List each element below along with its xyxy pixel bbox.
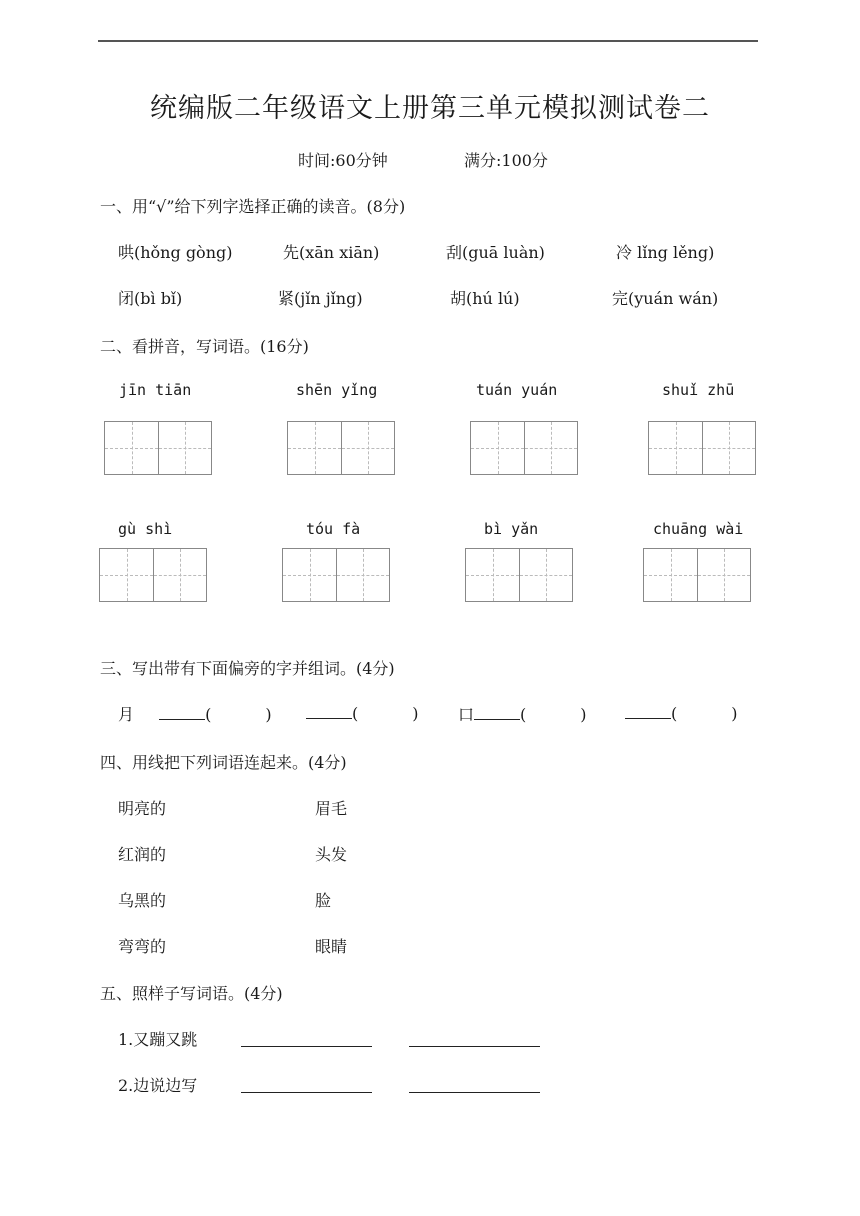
answer-word-space[interactable] xyxy=(677,703,731,719)
paren-open: ( xyxy=(205,705,212,724)
pinyin-label: gù shì xyxy=(118,520,173,538)
match-left-item[interactable]: 弯弯的 xyxy=(118,937,167,956)
radical-group xyxy=(625,702,738,723)
q1-item: 哄(hǒng gòng) xyxy=(118,243,233,262)
pinyin-label: tóu fà xyxy=(306,520,361,538)
match-left-item[interactable]: 红润的 xyxy=(118,845,167,864)
paren-close: ) xyxy=(412,704,419,723)
pinyin-label: bì yǎn xyxy=(484,520,539,538)
writing-grid[interactable] xyxy=(465,548,573,602)
top-rule xyxy=(98,40,758,42)
answer-line[interactable] xyxy=(409,1092,540,1093)
q3-heading: 三、写出带有下面偏旁的字并组词。(4分) xyxy=(100,659,395,678)
q4-heading: 四、用线把下列词语连起来。(4分) xyxy=(100,753,347,772)
writing-grid[interactable] xyxy=(648,421,756,475)
radical-group xyxy=(458,702,587,725)
paren-open: ( xyxy=(520,705,527,724)
writing-grid[interactable] xyxy=(287,421,395,475)
match-left-item[interactable]: 乌黑的 xyxy=(118,891,167,910)
pinyin-label: jīn tiān xyxy=(119,381,192,399)
answer-word-space[interactable] xyxy=(211,704,265,720)
match-right-item[interactable]: 眼睛 xyxy=(315,937,348,956)
answer-line[interactable] xyxy=(241,1046,372,1047)
answer-line[interactable] xyxy=(241,1092,372,1093)
writing-grid[interactable] xyxy=(104,421,212,475)
answer-blank[interactable] xyxy=(625,702,671,719)
answer-word-space[interactable] xyxy=(358,703,412,719)
time-limit: 时间:60分钟 xyxy=(298,151,388,170)
example-label: 1.又蹦又跳 xyxy=(118,1030,198,1049)
q1-item: 胡(hú lú) xyxy=(450,289,520,308)
paren-open: ( xyxy=(671,704,678,723)
pinyin-label: chuāng wài xyxy=(653,520,744,538)
paren-close: ) xyxy=(580,705,587,724)
q1-item: 闭(bì bǐ) xyxy=(118,289,183,308)
q1-item: 冷 lǐng lěng) xyxy=(616,243,715,262)
q5-heading: 五、照样子写词语。(4分) xyxy=(100,984,283,1003)
radical-label: 口 xyxy=(458,705,475,724)
writing-grid[interactable] xyxy=(99,548,207,602)
q1-heading: 一、用“√”给下列字选择正确的读音。(8分) xyxy=(100,197,406,216)
match-right-item[interactable]: 脸 xyxy=(315,891,332,910)
paren-close: ) xyxy=(265,705,272,724)
match-left-item[interactable]: 明亮的 xyxy=(118,799,167,818)
answer-word-space[interactable] xyxy=(526,704,580,720)
writing-grid[interactable] xyxy=(643,548,751,602)
radical-label: 月 xyxy=(118,705,135,724)
q1-item: 完(yuán wán) xyxy=(612,289,719,308)
pinyin-label: shuǐ zhū xyxy=(662,381,735,399)
paren-close: ) xyxy=(731,704,738,723)
q1-item: 先(xān xiān) xyxy=(283,243,380,262)
answer-blank[interactable] xyxy=(159,703,205,720)
full-score: 满分:100分 xyxy=(464,151,548,170)
match-right-item[interactable]: 眉毛 xyxy=(315,799,348,818)
match-right-item[interactable]: 头发 xyxy=(315,845,348,864)
writing-grid[interactable] xyxy=(470,421,578,475)
q1-item: 刮(guā luàn) xyxy=(446,243,545,262)
radical-group xyxy=(118,702,272,725)
radical-group xyxy=(306,702,419,723)
writing-grid[interactable] xyxy=(282,548,390,602)
answer-blank[interactable] xyxy=(306,702,352,719)
example-label: 2.边说边写 xyxy=(118,1076,198,1095)
q2-heading: 二、看拼音，写词语。(16分) xyxy=(100,337,309,356)
q1-item: 紧(jǐn jǐng) xyxy=(278,289,363,308)
answer-blank[interactable] xyxy=(474,703,520,720)
page-title: 统编版二年级语文上册第三单元模拟测试卷二 xyxy=(150,93,710,124)
paren-open: ( xyxy=(352,704,359,723)
pinyin-label: tuán yuán xyxy=(476,381,558,399)
answer-line[interactable] xyxy=(409,1046,540,1047)
pinyin-label: shēn yǐng xyxy=(296,381,378,399)
